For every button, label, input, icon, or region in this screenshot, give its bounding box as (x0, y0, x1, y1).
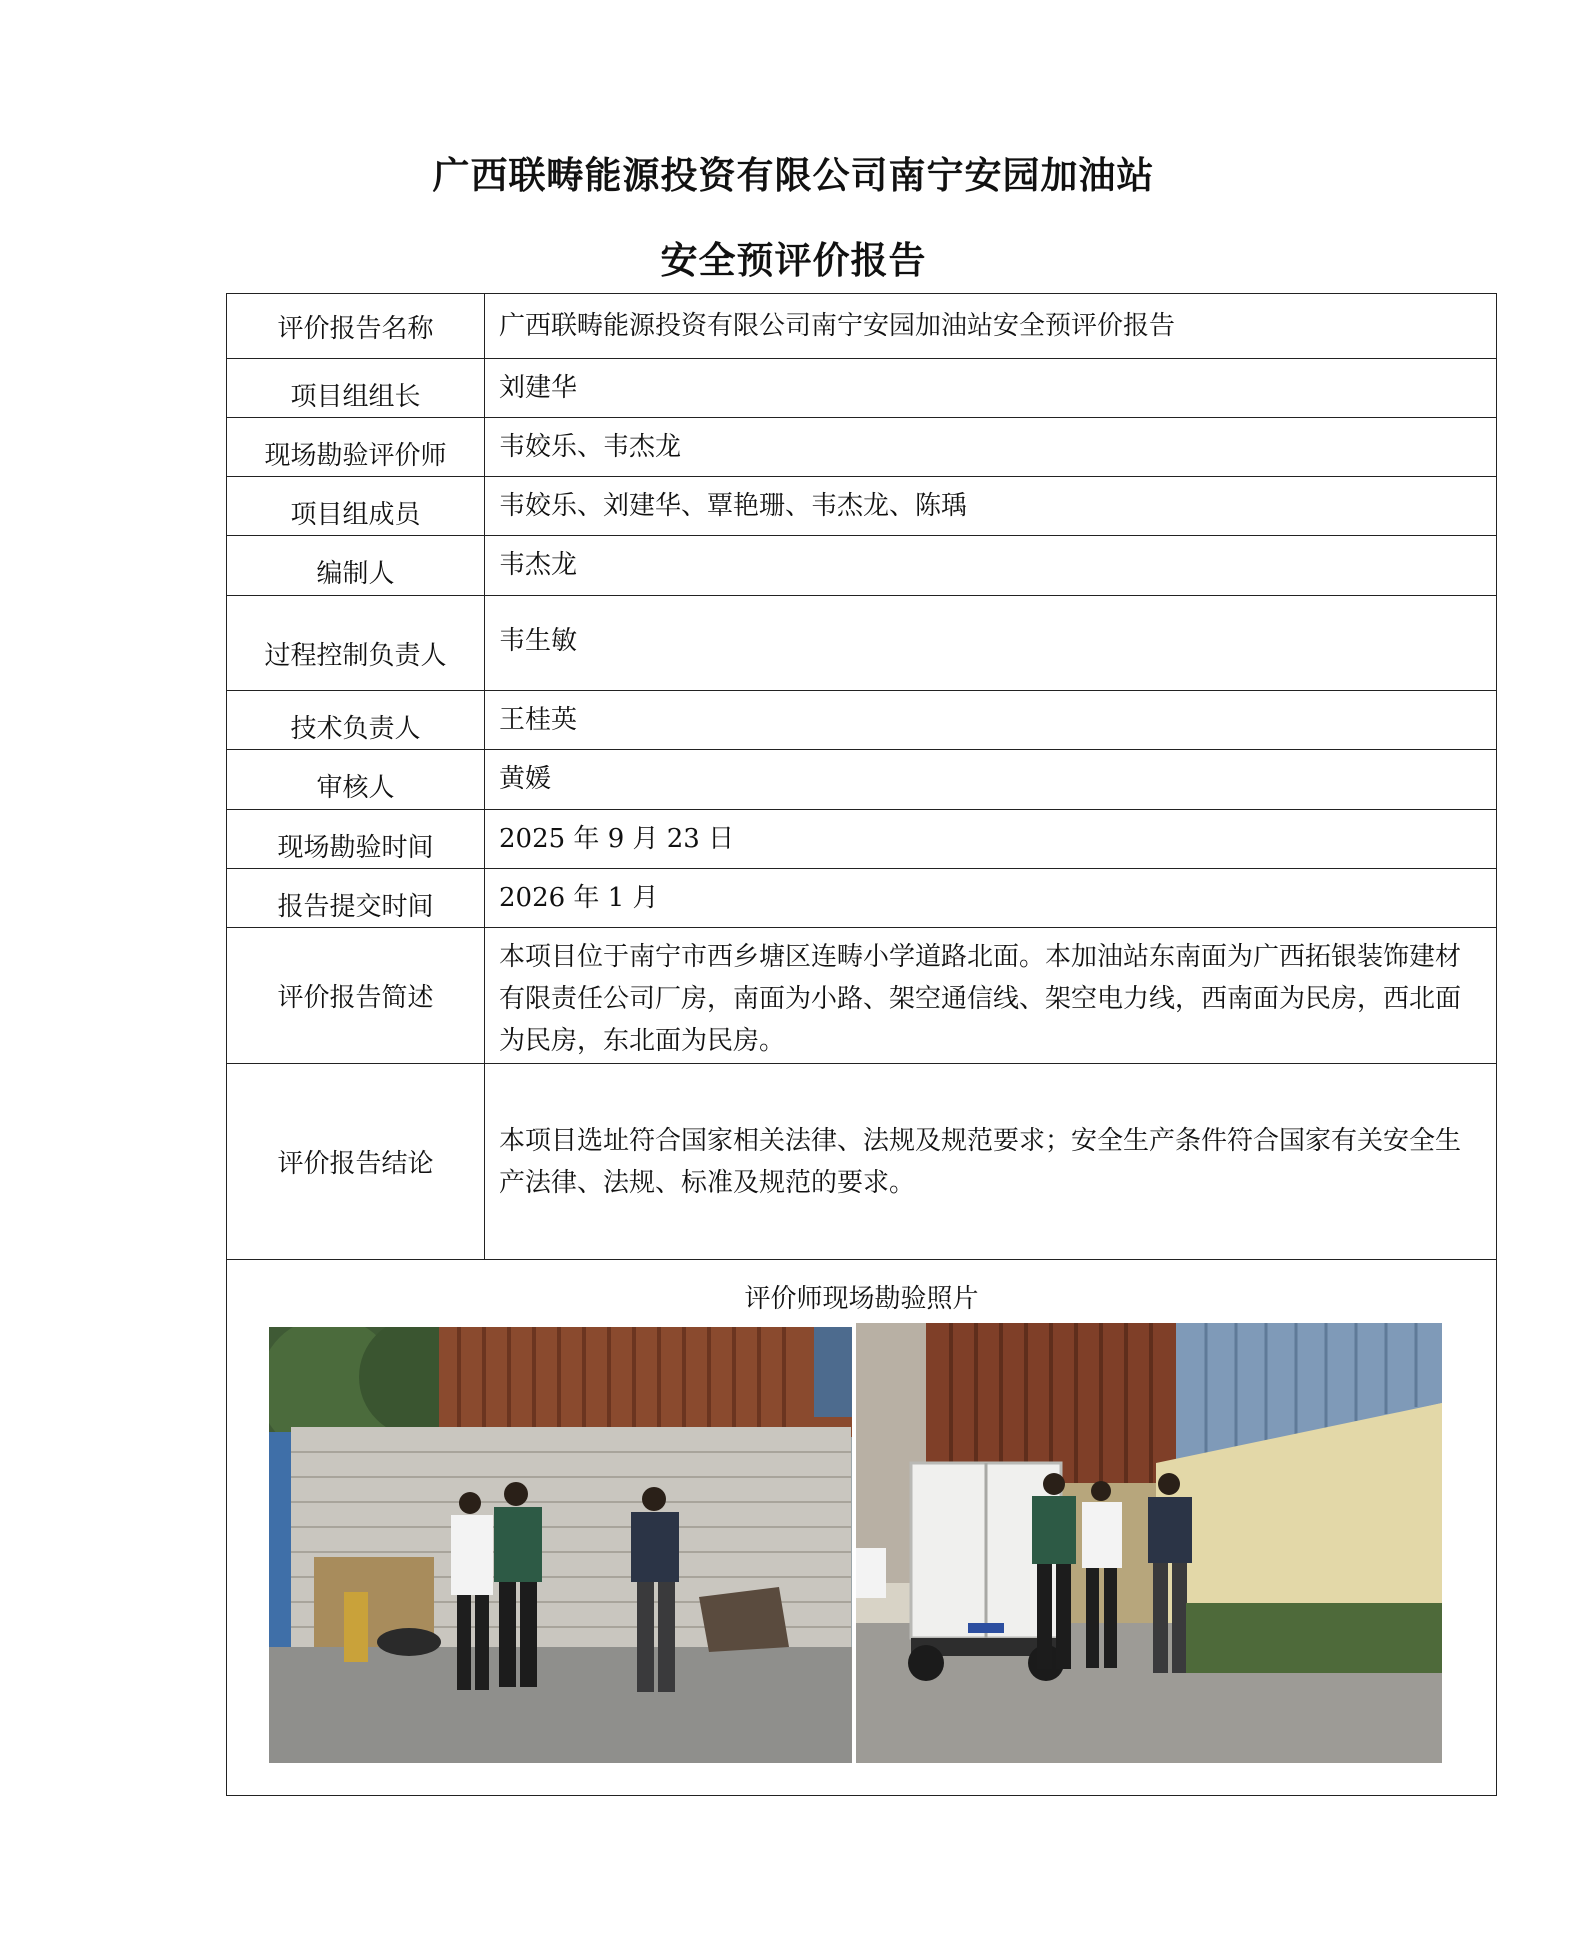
row-value-tech-lead: 王桂英 (485, 691, 1497, 750)
row-value-report-name: 广西联畴能源投资有限公司南宁安园加油站安全预评价报告 (485, 294, 1497, 359)
row-value-site-assessors: 韦姣乐、韦杰龙 (485, 418, 1497, 477)
row-value-summary: 本项目位于南宁市西乡塘区连畴小学道路北面。本加油站东南面为广西拓银装饰建材有限责任公司厂房，南面为小路、架空通信线、架空电力线，西南面为民房，西北面为民房，东北面为民房。 (485, 928, 1497, 1064)
row-value-compiler: 韦杰龙 (485, 536, 1497, 596)
table-row (227, 294, 1497, 359)
document-subtitle: 安全预评价报告 (660, 238, 927, 282)
document-title: 广西联畴能源投资有限公司南宁安园加油站 (432, 153, 1155, 197)
row-value-members: 韦姣乐、刘建华、覃艳珊、韦杰龙、陈瑀 (485, 477, 1497, 536)
table-row (227, 810, 1497, 869)
row-label-reviewer: 审核人 (227, 750, 485, 810)
row-label-site-assessors: 现场勘验评价师 (227, 418, 485, 477)
row-value-submit-date: 2026 年 1 月 (485, 869, 1497, 928)
row-label-process-control: 过程控制负责人 (227, 596, 485, 691)
table-row (227, 359, 1497, 418)
table-row (227, 869, 1497, 928)
row-label-compiler: 编制人 (227, 536, 485, 596)
table-row (227, 418, 1497, 477)
table-row (227, 477, 1497, 536)
photos-section (227, 1260, 1497, 1796)
row-value-survey-date: 2025 年 9 月 23 日 (485, 810, 1497, 869)
table-row (227, 928, 1497, 1064)
row-value-reviewer: 黄媛 (485, 750, 1497, 810)
row-value-leader: 刘建华 (485, 359, 1497, 418)
row-value-process-control: 韦生敏 (485, 596, 1497, 691)
site-photo-1 (269, 1327, 852, 1763)
row-label-conclusion: 评价报告结论 (227, 1064, 485, 1260)
row-label-survey-date: 现场勘验时间 (227, 810, 485, 869)
row-label-summary: 评价报告简述 (227, 928, 485, 1064)
report-info-table (226, 293, 1497, 1796)
photos-heading: 评价师现场勘验照片 (744, 1284, 979, 1314)
row-label-submit-date: 报告提交时间 (227, 869, 485, 928)
row-label-members: 项目组成员 (227, 477, 485, 536)
row-value-conclusion: 本项目选址符合国家相关法律、法规及规范要求；安全生产条件符合国家有关安全生产法律、法规、标准及规范的要求。 (485, 1064, 1497, 1260)
table-row (227, 1064, 1497, 1260)
row-label-tech-lead: 技术负责人 (227, 691, 485, 750)
table-row (227, 596, 1497, 691)
table-row (227, 536, 1497, 596)
site-photo-2 (856, 1323, 1442, 1763)
table-row (227, 750, 1497, 810)
row-label-report-name: 评价报告名称 (227, 294, 485, 359)
table-row (227, 691, 1497, 750)
row-label-leader: 项目组组长 (227, 359, 485, 418)
table-row (227, 1260, 1497, 1796)
